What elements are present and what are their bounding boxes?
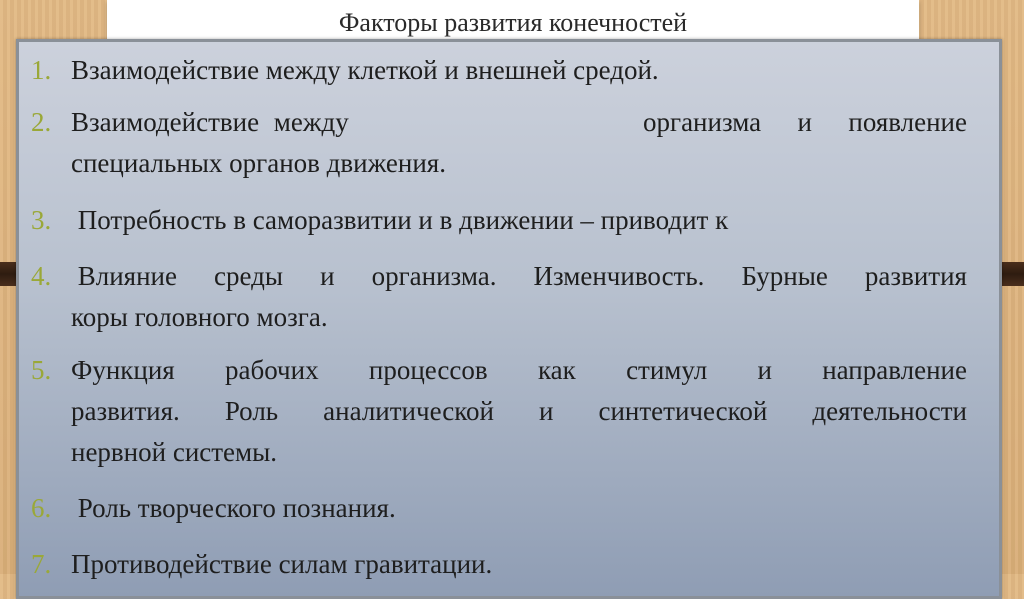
list-item-2 [31, 102, 967, 184]
word: стимул [626, 355, 708, 385]
item-number: 7. [31, 549, 52, 579]
word: появление [848, 107, 967, 137]
list-item-4 [31, 256, 967, 338]
item-text-line-2: специальных органов движения. [71, 148, 446, 178]
list-item-5 [31, 350, 967, 473]
list-item-1 [31, 50, 967, 91]
word: развития. [71, 396, 180, 426]
item-text-line-1 [49, 102, 967, 143]
word: синтетической [598, 396, 768, 426]
content-box [16, 39, 1002, 599]
word: Функция [71, 355, 175, 385]
word: как [537, 355, 576, 385]
item-text-line-1 [49, 256, 967, 297]
word: и [320, 261, 335, 291]
item-text-line-3: нервной системы. [71, 437, 278, 467]
item-text: Роль творческого познания. [71, 493, 396, 523]
word: процессов [368, 355, 488, 385]
item-number: 5. [31, 355, 52, 385]
item-number: 3. [31, 205, 52, 235]
item-text-left: Взаимодействие между [71, 107, 349, 137]
word: рабочих [225, 355, 319, 385]
word: Влияние [71, 261, 177, 291]
item-number: 1. [31, 55, 52, 85]
word: среды [214, 261, 284, 291]
word: направление [822, 355, 967, 385]
list-item-6 [31, 488, 967, 529]
word: Роль [224, 396, 279, 426]
word: Бурные [741, 261, 828, 291]
item-number: 2. [31, 107, 52, 137]
item-number: 4. [31, 261, 52, 291]
word: и [538, 396, 554, 426]
word: Изменчивость. [533, 261, 705, 291]
word: аналитической [323, 396, 494, 426]
item-number: 6. [31, 493, 52, 523]
item-text: Взаимодействие между клеткой и внешней средой. [71, 55, 659, 85]
word: организма [643, 107, 762, 137]
item-text: Противодействие силам гравитации. [71, 549, 493, 579]
list-item-3 [31, 200, 967, 241]
slide-title: Факторы развития конечностей [338, 8, 688, 37]
word: деятельности [812, 396, 967, 426]
word: и [797, 107, 812, 137]
item-text-line-2: коры головного мозга. [71, 302, 328, 332]
item-text-right [643, 102, 967, 143]
word: и [757, 355, 772, 385]
word: развития [864, 261, 967, 291]
list-item-7 [31, 544, 967, 585]
item-text-line-2 [49, 391, 967, 432]
word: организма. [371, 261, 497, 291]
item-text-line-1 [49, 350, 967, 391]
item-text: Потребность в саморазвитии и в движении – приводит к [71, 205, 729, 235]
